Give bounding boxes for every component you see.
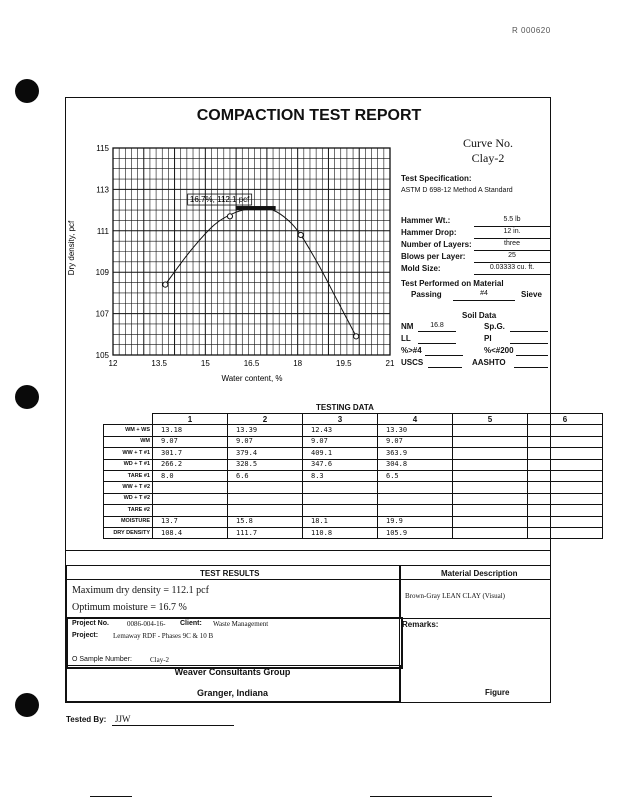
tested-by-value: JJW bbox=[115, 714, 131, 724]
x-tick-label: 21 bbox=[385, 359, 395, 368]
table-cell bbox=[228, 493, 303, 504]
table-cell bbox=[228, 482, 303, 493]
table-cell: 13.30 bbox=[378, 425, 453, 436]
table-cell bbox=[378, 505, 453, 516]
table-cell bbox=[528, 505, 603, 516]
table-cell: 409.1 bbox=[303, 448, 378, 459]
table-row bbox=[104, 527, 603, 538]
project-no-value: 0086-004-16- bbox=[127, 620, 166, 628]
client-value: Waste Management bbox=[213, 620, 269, 628]
table-cell bbox=[228, 505, 303, 516]
table-cell: 266.2 bbox=[153, 459, 228, 470]
table-cell: 19.9 bbox=[378, 516, 453, 527]
table-row bbox=[104, 436, 603, 447]
column-header: 1 bbox=[153, 414, 228, 425]
material-passing-label: Test Performed on Material bbox=[401, 279, 504, 288]
table-cell: 347.6 bbox=[303, 459, 378, 470]
footer-rule-left bbox=[90, 796, 132, 797]
table-cell: 6.6 bbox=[228, 470, 303, 481]
table-cell bbox=[153, 505, 228, 516]
table-cell: 108.4 bbox=[153, 527, 228, 538]
row-label: TARE #1 bbox=[104, 470, 153, 481]
peak-label: 16.7%, 112.1 pcf bbox=[189, 195, 250, 205]
table-row bbox=[104, 516, 603, 527]
table-row bbox=[104, 470, 603, 481]
material-description-title: Material Description bbox=[441, 569, 518, 578]
table-cell bbox=[528, 448, 603, 459]
table-cell bbox=[303, 482, 378, 493]
figure-label: Figure bbox=[485, 688, 510, 697]
table-cell bbox=[528, 470, 603, 481]
row-label: WW + T #1 bbox=[104, 448, 153, 459]
table-row bbox=[104, 493, 603, 504]
table-cell: 13.18 bbox=[153, 425, 228, 436]
row-label: WM bbox=[104, 436, 153, 447]
y-tick-label: 109 bbox=[95, 268, 109, 278]
client-label: Client: bbox=[180, 620, 202, 627]
y-tick-label: 115 bbox=[96, 144, 109, 153]
project-value: Lemaway RDF - Phases 9C & 10 B bbox=[113, 632, 214, 640]
table-cell bbox=[453, 482, 528, 493]
data-point bbox=[227, 214, 232, 219]
table-cell: 8.3 bbox=[303, 470, 378, 481]
table-cell: 18.1 bbox=[303, 516, 378, 527]
footer-rule-right bbox=[370, 796, 492, 797]
table-cell bbox=[378, 493, 453, 504]
x-tick-label: 18 bbox=[293, 359, 303, 368]
curve-label: Curve No. bbox=[463, 136, 513, 150]
hammer-weight-label: Hammer Wt.: bbox=[401, 216, 451, 225]
punch-hole-middle bbox=[15, 385, 39, 409]
table-cell bbox=[528, 516, 603, 527]
row-label: WD + T #1 bbox=[104, 459, 153, 470]
table-cell: 9.07 bbox=[228, 436, 303, 447]
row-label: TARE #2 bbox=[104, 505, 153, 516]
table-row bbox=[104, 505, 603, 516]
table-cell: 12.43 bbox=[303, 425, 378, 436]
pi-label: PI bbox=[484, 334, 492, 343]
max-dry-density: Maximum dry density = 112.1 pcf bbox=[72, 585, 209, 596]
table-cell: 8.0 bbox=[153, 470, 228, 481]
table-cell bbox=[153, 493, 228, 504]
x-tick-label: 13.5 bbox=[151, 359, 167, 368]
column-header: 4 bbox=[378, 414, 453, 425]
hammer-weight-value: 5.5 lb bbox=[503, 216, 521, 223]
table-cell: 110.8 bbox=[303, 527, 378, 538]
sieve-label: Sieve bbox=[521, 290, 542, 299]
dry-density-line bbox=[66, 550, 550, 551]
y-tick-label: 105 bbox=[95, 351, 109, 360]
material-description-value: Brown-Gray LEAN CLAY (Visual) bbox=[405, 592, 505, 600]
curve-header bbox=[448, 136, 528, 166]
table-cell bbox=[528, 482, 603, 493]
testing-data-title: TESTING DATA bbox=[316, 403, 374, 412]
table-cell: 301.7 bbox=[153, 448, 228, 459]
p200-label: %<#200 bbox=[484, 346, 514, 355]
column-header: 3 bbox=[303, 414, 378, 425]
table-header-row bbox=[104, 414, 603, 425]
p4-label: %>#4 bbox=[401, 346, 422, 355]
nm-label: NM bbox=[401, 322, 414, 331]
ll-label: LL bbox=[401, 334, 411, 343]
curve-value: Clay-2 bbox=[471, 151, 505, 165]
table-cell bbox=[303, 505, 378, 516]
y-tick-label: 107 bbox=[95, 309, 109, 319]
y-tick-label: 111 bbox=[96, 226, 109, 236]
spg-label: Sp.G. bbox=[484, 322, 505, 331]
table-cell: 9.07 bbox=[378, 436, 453, 447]
table-row bbox=[104, 482, 603, 493]
row-label: WD + T #2 bbox=[104, 493, 153, 504]
table-cell: 304.8 bbox=[378, 459, 453, 470]
table-cell bbox=[528, 436, 603, 447]
test-results-title: TEST RESULTS bbox=[200, 569, 260, 578]
table-cell bbox=[453, 459, 528, 470]
layers-label: Number of Layers: bbox=[401, 240, 472, 249]
table-row bbox=[104, 448, 603, 459]
compaction-chart bbox=[60, 138, 400, 388]
sample-number-label: O Sample Number: bbox=[72, 656, 132, 663]
chart-grid bbox=[113, 148, 390, 355]
table-cell bbox=[378, 482, 453, 493]
row-label: WM + WS bbox=[104, 425, 153, 436]
bates-number: R 000620 bbox=[512, 26, 551, 35]
table-cell bbox=[453, 470, 528, 481]
data-point bbox=[354, 334, 359, 339]
optimum-moisture: Optimum moisture = 16.7 % bbox=[72, 602, 187, 613]
passing-label: Passing bbox=[411, 290, 442, 299]
hammer-drop-value: 12 in. bbox=[503, 228, 521, 235]
table-cell: 9.07 bbox=[153, 436, 228, 447]
uscs-label: USCS bbox=[401, 358, 424, 367]
hammer-drop-label: Hammer Drop: bbox=[401, 228, 457, 237]
table-cell bbox=[153, 482, 228, 493]
soil-data-title: Soil Data bbox=[462, 311, 497, 320]
table-cell bbox=[453, 505, 528, 516]
y-axis-label: Dry density, pcf bbox=[67, 220, 76, 276]
row-label: WW + T #2 bbox=[104, 482, 153, 493]
test-spec-value: ASTM D 698-12 Method A Standard bbox=[401, 187, 513, 194]
table-cell bbox=[528, 493, 603, 504]
company-name: Weaver Consultants Group bbox=[174, 667, 291, 677]
table-cell: 105.9 bbox=[378, 527, 453, 538]
company-city: Granger, Indiana bbox=[196, 688, 269, 698]
tested-by-label: Tested By: bbox=[66, 715, 107, 724]
table-cell: 379.4 bbox=[228, 448, 303, 459]
table-row bbox=[104, 459, 603, 470]
column-header: 2 bbox=[228, 414, 303, 425]
table-cell bbox=[453, 493, 528, 504]
blows-value: 25 bbox=[508, 252, 516, 259]
table-cell: 6.5 bbox=[378, 470, 453, 481]
blows-label: Blows per Layer: bbox=[401, 252, 466, 261]
aashto-label: AASHTO bbox=[472, 358, 506, 367]
table-cell: 363.9 bbox=[378, 448, 453, 459]
peak-bar bbox=[236, 206, 276, 210]
table-cell bbox=[453, 516, 528, 527]
table-cell bbox=[528, 527, 603, 538]
nm-value: 16.8 bbox=[430, 322, 444, 329]
test-spec-label: Test Specification: bbox=[401, 174, 472, 183]
x-axis-label: Water content, % bbox=[221, 374, 283, 383]
project-no-label: Project No. bbox=[72, 620, 109, 627]
peak-marker bbox=[188, 194, 276, 210]
table-cell bbox=[453, 436, 528, 447]
project-label: Project: bbox=[72, 632, 99, 639]
mold-size-label: Mold Size: bbox=[401, 264, 441, 273]
table-cell: 13.39 bbox=[228, 425, 303, 436]
table-row bbox=[104, 425, 603, 436]
layers-value: three bbox=[504, 240, 520, 247]
data-point bbox=[298, 232, 303, 237]
report-title: COMPACTION TEST REPORT bbox=[196, 107, 422, 124]
row-label: MOISTURE bbox=[104, 516, 153, 527]
sample-number-value: Clay-2 bbox=[150, 656, 170, 664]
table-cell: 9.07 bbox=[303, 436, 378, 447]
table-cell: 13.7 bbox=[153, 516, 228, 527]
table-cell bbox=[528, 425, 603, 436]
row-label: DRY DENSITY bbox=[104, 527, 153, 538]
remarks-label: Remarks: bbox=[402, 620, 439, 629]
x-tick-label: 15 bbox=[200, 359, 210, 368]
table-cell bbox=[303, 493, 378, 504]
table-cell: 15.8 bbox=[228, 516, 303, 527]
x-tick-label: 16.5 bbox=[243, 359, 260, 368]
table-cell bbox=[453, 425, 528, 436]
punch-hole-bottom bbox=[15, 693, 39, 717]
x-tick-label: 12 bbox=[108, 359, 118, 368]
x-tick-label: 19.5 bbox=[336, 359, 352, 368]
y-tick-label: 113 bbox=[96, 185, 109, 195]
table-cell: 111.7 bbox=[228, 527, 303, 538]
column-header: 6 bbox=[528, 414, 603, 425]
table-cell bbox=[453, 448, 528, 459]
punch-hole-top bbox=[15, 79, 39, 103]
data-point bbox=[163, 282, 168, 287]
mold-size-value: 0.03333 cu. ft. bbox=[489, 264, 535, 271]
column-header: 5 bbox=[453, 414, 528, 425]
table-cell bbox=[528, 459, 603, 470]
testing-data-table bbox=[103, 413, 603, 539]
passing-value: #4 bbox=[480, 290, 488, 297]
table-cell: 328.5 bbox=[228, 459, 303, 470]
table-cell bbox=[453, 527, 528, 538]
